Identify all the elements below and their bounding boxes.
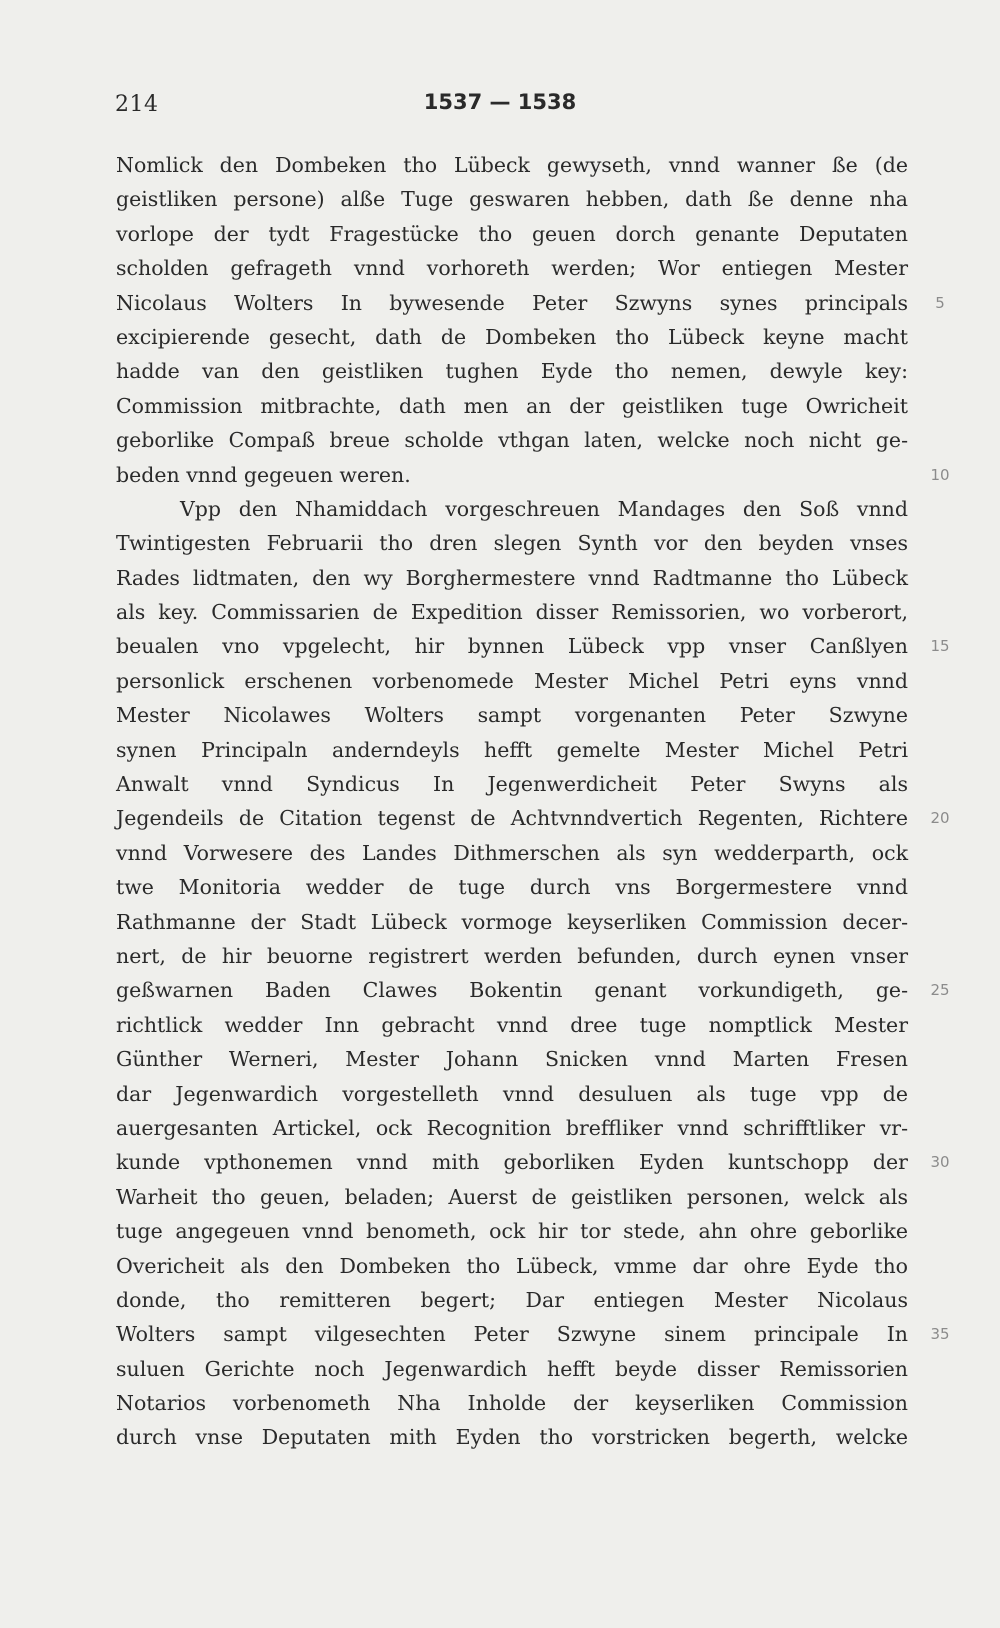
line-text: Wolters sampt vilgesechten Peter Szwyne sinem principale In <box>116 1322 908 1347</box>
text-line <box>116 458 950 492</box>
text-line <box>116 1317 950 1351</box>
line-text: geßwarnen Baden Clawes Bokentin genant vorkundigeth, ge- <box>116 978 908 1003</box>
line-text: Rades lidtmaten, den wy Borghermestere vnnd Radtmanne tho Lübeck <box>116 565 908 590</box>
line-text: Vpp den Nhamiddach vorgeschreuen Mandages den Soß vnnd <box>180 496 908 521</box>
line-text: vorlope der tydt Fragestücke tho geuen dorch genante Deputaten <box>116 221 908 246</box>
text-line <box>116 1420 908 1454</box>
line-text: personlick erschenen vorbenomede Mester Michel Petri eyns vnnd <box>116 668 908 693</box>
line-text: donde, tho remitteren begert; Dar entiegen Mester Nicolaus <box>116 1287 908 1312</box>
line-text: hadde van den geistliken tughen Eyde tho nemen, dewyle key: <box>116 359 908 384</box>
line-text: nert, de hir beuorne registrert werden befunden, durch eynen vnser <box>116 943 908 968</box>
text-line <box>116 526 908 560</box>
text-line <box>116 354 908 388</box>
line-text: dar Jegenwardich vorgestelleth vnnd desuluen als tuge vpp de <box>116 1081 908 1106</box>
line-text: Günther Werneri, Mester Johann Snicken vnnd Marten Fresen <box>116 1047 908 1072</box>
text-line <box>116 561 908 595</box>
line-number: 15 <box>930 637 950 656</box>
line-number: 25 <box>930 981 950 1000</box>
text-line <box>116 217 908 251</box>
line-text: als key. Commissarien de Expedition disser Remissorien, wo vorberort, <box>116 600 908 625</box>
text-line <box>116 1352 908 1386</box>
text-line <box>116 1283 908 1317</box>
text-line <box>116 1180 908 1214</box>
text-line <box>116 1249 908 1283</box>
text-line <box>116 664 908 698</box>
line-text: auergesanten Artickel, ock Recognition breffliker vnnd schrifftliker vr- <box>116 1115 908 1140</box>
line-number: 30 <box>930 1153 950 1172</box>
text-line <box>116 767 908 801</box>
text-line <box>116 939 908 973</box>
line-text: suluen Gerichte noch Jegenwardich hefft beyde disser Remissorien <box>116 1356 908 1381</box>
text-line <box>116 492 908 526</box>
line-text: scholden gefrageth vnnd vorhoreth werden; Wor entiegen Mester <box>116 256 908 281</box>
line-text: vnnd Vorwesere des Landes Dithmerschen als syn wedderparth, ock <box>116 840 908 865</box>
line-text: Overicheit als den Dombeken tho Lübeck, vmme dar ohre Eyde tho <box>116 1253 908 1278</box>
line-text: Notarios vorbenometh Nha Inholde der keyserliken Commission <box>116 1391 908 1416</box>
text-line <box>116 320 908 354</box>
text-line <box>116 698 908 732</box>
line-text: tuge angegeuen vnnd benometh, ock hir tor stede, ahn ohre geborlike <box>116 1219 908 1244</box>
text-line <box>116 389 908 423</box>
text-line <box>116 905 908 939</box>
text-line <box>116 973 950 1007</box>
text-line <box>116 423 908 457</box>
line-text: Commission mitbrachte, dath men an der geistliken tuge Owricheit <box>116 393 908 418</box>
text-line <box>116 182 908 216</box>
text-line <box>116 1077 908 1111</box>
line-number: 20 <box>930 809 950 828</box>
line-number: 35 <box>930 1325 950 1344</box>
text-line <box>116 1111 908 1145</box>
text-line <box>116 251 908 285</box>
text-line <box>116 286 945 320</box>
text-line <box>116 1042 908 1076</box>
line-text: Mester Nicolawes Wolters sampt vorgenanten Peter Szwyne <box>116 703 908 728</box>
text-line <box>116 629 950 663</box>
line-text: Nicolaus Wolters In bywesende Peter Szwyns synes principals <box>116 290 908 315</box>
text-line <box>116 836 908 870</box>
line-text: beualen vno vpgelecht, hir bynnen Lübeck vpp vnser Canßlyen <box>116 634 908 659</box>
line-text: durch vnse Deputaten mith Eyden tho vorstricken begerth, welcke <box>116 1425 908 1450</box>
text-line <box>116 870 908 904</box>
line-text: Anwalt vnnd Syndicus In Jegenwerdicheit Peter Swyns als <box>116 772 908 797</box>
line-text: geborlike Compaß breue scholde vthgan laten, welcke noch nicht ge- <box>116 428 908 453</box>
line-text: Jegendeils de Citation tegenst de Achtvnndvertich Regenten, Richtere <box>116 806 908 831</box>
line-number: 10 <box>930 465 950 484</box>
running-head: 1537 — 1538 <box>423 90 577 114</box>
text-line <box>116 733 908 767</box>
page-number: 214 <box>115 92 159 117</box>
line-text: twe Monitoria wedder de tuge durch vns Borgermestere vnnd <box>116 875 908 900</box>
line-text: kunde vpthonemen vnnd mith geborliken Eyden kuntschopp der <box>116 1150 908 1175</box>
line-text: geistliken persone) alße Tuge geswaren hebben, dath ße denne nha <box>116 187 908 212</box>
line-text: richtlick wedder Inn gebracht vnnd dree tuge nomptlick Mester <box>116 1012 908 1037</box>
body-text <box>116 148 950 1455</box>
line-text: beden vnnd gegeuen weren. <box>116 462 411 487</box>
text-line <box>116 801 950 835</box>
line-text: Twintigesten Februarii tho dren slegen Synth vor den beyden vnses <box>116 531 908 556</box>
line-text: Warheit tho geuen, beladen; Auerst de geistliken personen, welck als <box>116 1184 908 1209</box>
text-line <box>116 1386 908 1420</box>
line-text: synen Principaln anderndeyls hefft gemelte Mester Michel Petri <box>116 737 908 762</box>
text-line <box>116 1145 950 1179</box>
line-text: Rathmanne der Stadt Lübeck vormoge keyserliken Commission decer- <box>116 909 908 934</box>
text-line <box>116 148 908 182</box>
line-number: 5 <box>935 293 945 312</box>
line-text: excipierende gesecht, dath de Dombeken tho Lübeck keyne macht <box>116 324 908 349</box>
text-line <box>116 1008 908 1042</box>
line-text: Nomlick den Dombeken tho Lübeck gewyseth, vnnd wanner ße (de <box>116 153 908 177</box>
text-line <box>116 1214 908 1248</box>
text-line <box>116 595 908 629</box>
